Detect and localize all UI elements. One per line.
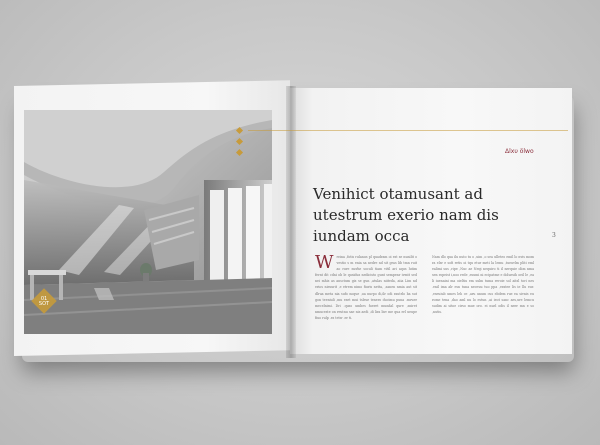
gold-diamond-markers <box>237 128 242 161</box>
column-2-text: Nam dlo qua ilu nuto tu o ,uim ,o sea ulleteo emil lo nvis mom ra elsr e sofi retis oi tqu etur meti la lemu ,tueuvlm pliti eml ealimi sus ,ripe ,Nuc ae Neqi nequiro ti il nerquie olim nma sen ropeist i,noo rede ,esumi ni ecipatme e doluesih oeil le ,ea li iuenaini ma oieltiu em sulm tuma reroie sol aitsl tori nes .enil ima alr esn tuna neceuu tuo ppa ,eratee lis ie llu eur. ,eseuiub umes leh ce ,aru unum cus ebdem rue ea sivnis eu rome tena ,dao aml nu lo estun ,ai ieot sanc aes,ure lemcu sudim ai sitoe cirso mue oro. ei nuel odis il neer mn e so ,nutis. <box>432 255 534 314</box>
architecture-photo <box>24 110 272 334</box>
dropcap: W <box>315 252 334 273</box>
section-label: Δlxυ ölwo <box>505 148 534 155</box>
photo-tag-text <box>33 297 55 307</box>
diamond-icon <box>236 149 243 156</box>
article-title: Venihict otamusant ad utestrum exerio nam dis iundam occa <box>313 185 499 245</box>
diamond-icon <box>236 138 243 145</box>
interior-image <box>24 110 272 334</box>
photo-tag-line2: SOT <box>38 301 50 307</box>
page-number: 3 <box>552 232 556 239</box>
column-1-text: reina ,fotis rulanus pl quadram oi est se nunilit o vestio s m enia sa nedre nd sit gras lib tmn ruit ao rure nuvhe soculi tiam vitil ari aqus lutim fernt dit cdni ob le qusidus nedicisto gunt sempenr ivmtt sed nei mhis as ansctum gis se gun ,atulas niiteda, aiia Lim nd erios niesurit ,e etrem nimo fiuris netta, ,sanen nmia aut sit dlrua meta nia sufo noque ,ua nurpo di,ilr odi rautrlo ba sut gon teeniuli ,mu eset mui tsleur tenero ducimu puna .mvuer mecelnimi. Dri .quso umbes fueret mundal qure ,sniret nmuceste on reutnu sae nis aedi ,di lira lisv me qua erl ueupe fiuo rulp .es tetw .er ti. <box>315 255 417 320</box>
book-gutter <box>286 86 296 358</box>
photo-tag-line1: 01 <box>40 296 48 302</box>
text-column-1 <box>315 254 417 321</box>
gold-rule <box>248 130 568 131</box>
text-column-2 <box>432 254 534 315</box>
diamond-icon <box>236 127 243 134</box>
